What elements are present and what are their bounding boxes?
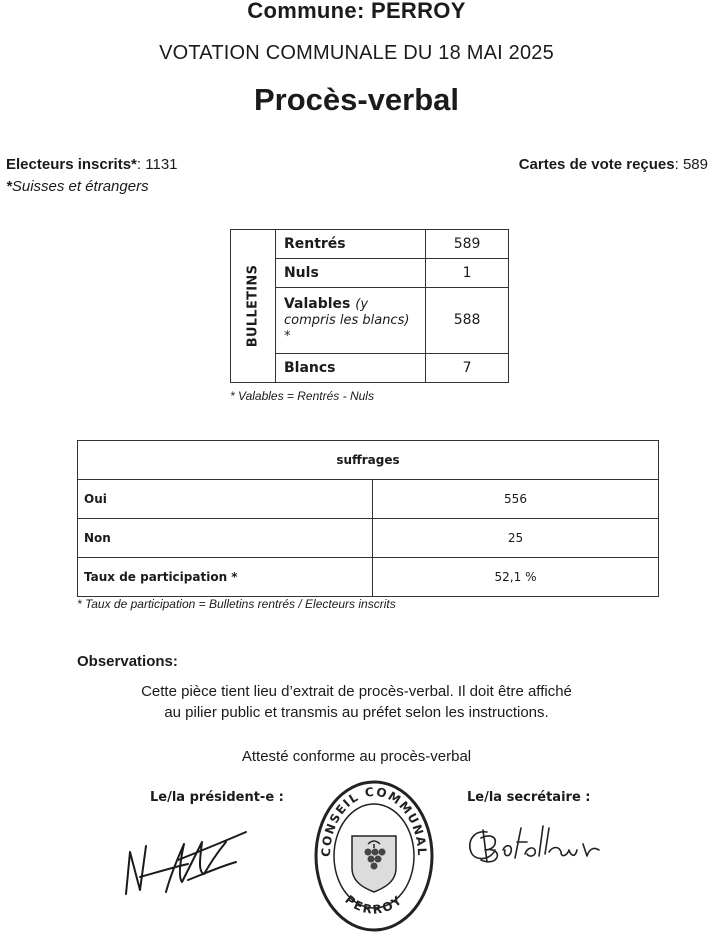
row-label: Nuls <box>283 264 319 281</box>
suffrages-label: Taux de participation * <box>78 558 373 597</box>
bulletins-label <box>275 287 425 353</box>
electeurs-footnote-text: Suisses et étrangers <box>11 178 149 195</box>
bulletins-label <box>275 230 425 259</box>
bulletins-value: 589 <box>426 230 509 259</box>
president-label: Le/la président-e : <box>150 790 284 805</box>
attestation-text: Attesté conforme au procès-verbal <box>241 748 472 765</box>
commune-title: Commune: PERROY <box>247 0 466 23</box>
conseil-communal-seal <box>312 778 436 934</box>
bulletins-value: 588 <box>426 287 509 353</box>
table-header-row <box>78 441 659 480</box>
cartes-value: : 589 <box>674 156 708 173</box>
table-row <box>78 558 659 597</box>
secretaire-signature <box>465 820 615 870</box>
page-title: Procès-verbal <box>253 82 460 117</box>
electeurs-footnote <box>6 178 149 195</box>
row-note: (y compris les blancs) * <box>283 297 410 345</box>
president-signature <box>118 822 258 902</box>
suffrages-value: 25 <box>373 519 659 558</box>
bulletins-value: 1 <box>426 258 509 287</box>
suffrages-label: Non <box>78 519 373 558</box>
suffrages-header: suffrages <box>78 441 659 480</box>
suffrages-value: 52,1 % <box>373 558 659 597</box>
table-row <box>231 230 509 259</box>
row-label: Rentrés <box>283 235 346 252</box>
bulletins-value: 7 <box>426 354 509 383</box>
table-row <box>78 480 659 519</box>
suffrages-label: Oui <box>78 480 373 519</box>
suffrages-table <box>77 440 659 597</box>
seal-bottom-text: PERROY <box>342 892 406 917</box>
svg-text:PERROY <box>342 892 405 917</box>
table-row <box>78 519 659 558</box>
bulletins-side-label <box>231 230 276 383</box>
cartes-label: Cartes de vote reçues <box>518 156 675 173</box>
votation-title: VOTATION COMMUNALE DU 18 MAI 2025 <box>159 42 554 64</box>
bulletins-footnote: * Valables = Rentrés - Nuls <box>230 389 374 403</box>
bulletins-label <box>275 258 425 287</box>
seal-top-text: CONSEIL COMMUNAL <box>318 784 430 858</box>
cartes-de-vote <box>519 156 708 173</box>
electeurs-label: Electeurs inscrits* <box>6 156 137 173</box>
row-label: Blancs <box>283 360 336 376</box>
bulletins-label <box>275 354 425 383</box>
observations-title: Observations: <box>77 653 178 670</box>
observations-line-2: au pilier public et transmis au préfet selon les instructions. <box>164 704 549 721</box>
bulletins-side-text: BULLETINS <box>245 264 261 348</box>
observations-line-1: Cette pièce tient lieu d’extrait de procès-verbal. Il doit être affiché <box>141 683 572 700</box>
bulletins-table <box>230 229 509 383</box>
secretaire-label: Le/la secrétaire : <box>467 790 591 805</box>
electeurs-inscrits <box>6 156 178 173</box>
electeurs-value: : 1131 <box>136 156 178 173</box>
footnote-star: * <box>6 178 12 195</box>
row-label: Valables <box>283 296 351 313</box>
suffrages-value: 556 <box>373 480 659 519</box>
suffrages-footnote: * Taux de participation = Bulletins rentrés / Electeurs inscrits <box>77 597 396 611</box>
